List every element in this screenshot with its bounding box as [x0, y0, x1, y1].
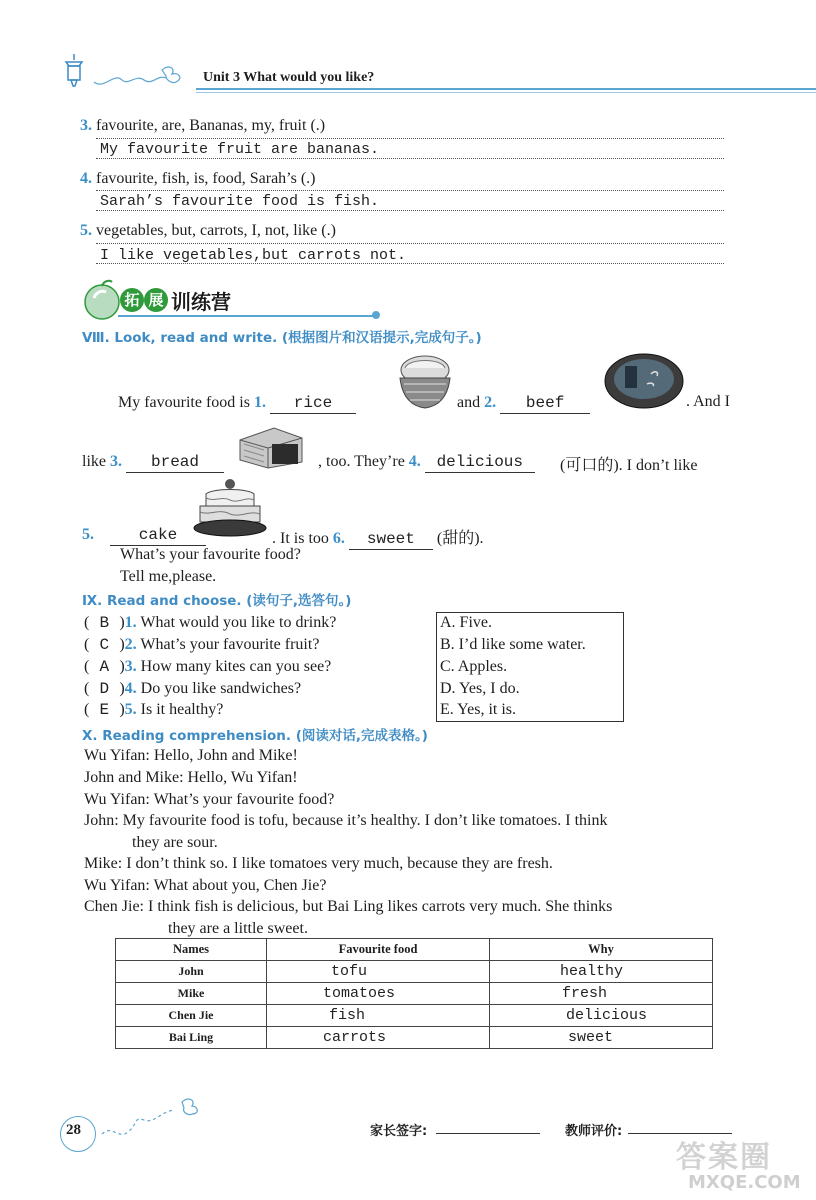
dialogue-line-1: Wu Yifan: Hello, John and Mike! [84, 747, 298, 764]
question-text: How many kites can you see? [140, 658, 332, 675]
blank-number: 6. [332, 530, 345, 547]
dotted-rule [96, 190, 724, 191]
cell-food: tomatoes [267, 983, 490, 1005]
blank-number: 1. [253, 394, 266, 411]
page-number: 28 [66, 1122, 81, 1138]
chosen-answer: C [99, 636, 110, 654]
cell-food: fish [267, 1005, 490, 1027]
option-e: E. Yes, it is. [440, 701, 517, 718]
rewrite-item-3 [80, 117, 325, 135]
rewrite-answer-4: Sarah’s favourite food is fish. [100, 193, 380, 210]
item-prompt: favourite, fish, is, food, Sarah’s (.) [96, 170, 316, 187]
blank-answer-6: sweet [349, 529, 433, 550]
dialogue-line-7: Chen Jie: I think fish is delicious, but Bai Ling likes carrots very much. She thinks [84, 898, 613, 915]
cell-why: delicious [490, 1005, 713, 1027]
dialogue-line-4: John: My favourite food is tofu, because it’s healthy. I don’t like tomatoes. I think [84, 812, 608, 829]
dialogue-line-4-cont: they are sour. [132, 834, 218, 851]
prompt-request: Tell me,please. [120, 568, 217, 585]
item-prompt: favourite, are, Bananas, my, fruit (.) [96, 117, 326, 134]
item-prompt: vegetables, but, carrots, I, not, like (.) [96, 222, 336, 239]
dotted-rule [96, 243, 724, 244]
parent-sign-label: 家长签字: [370, 1124, 428, 1139]
question-text: Do you like sandwiches? [140, 680, 302, 697]
bread-image [232, 418, 308, 470]
col-header-names: Names [116, 939, 267, 961]
cell-why: healthy [490, 961, 713, 983]
cell-name: Chen Jie [116, 1005, 267, 1027]
sentence-line-2b [318, 452, 535, 473]
cake-image [192, 476, 268, 540]
sentence-end-2: (可口的). I don’t like [560, 457, 698, 474]
sentence-text: My favourite food is [118, 394, 250, 411]
option-d: D. Yes, I do. [440, 680, 520, 697]
blank-number: 4. [408, 453, 421, 470]
choose-question-4: ( D )4. Do you like sandwiches? [84, 680, 302, 698]
table-row [116, 1005, 713, 1027]
blank-answer-4: delicious [425, 452, 535, 473]
sentence-text: . It is too [272, 530, 329, 547]
blank-answer-2: beef [500, 393, 590, 414]
sentence-line-1 [118, 393, 356, 414]
blank-answer-5: cake [110, 525, 206, 546]
chosen-answer: B [99, 614, 110, 632]
choose-question-2: ( C )2. What’s your favourite fruit? [84, 636, 320, 654]
cell-food: tofu [267, 961, 490, 983]
section-9-title: Ⅸ. Read and choose. (读句子,选答句。) [82, 593, 352, 609]
blank-answer-3: bread [126, 452, 224, 473]
blank-number: 2. [484, 394, 497, 411]
question-text: What would you like to drink? [140, 614, 337, 631]
cell-food: carrots [267, 1027, 490, 1049]
col-header-why: Why [490, 939, 713, 961]
cell-name: Mike [116, 983, 267, 1005]
dotted-rule [96, 158, 724, 159]
watermark-url: MXQE.COM [688, 1172, 801, 1193]
sentence-text: , too. They’re [318, 453, 405, 470]
question-number: 3. [124, 658, 137, 675]
option-b: B. I’d like some water. [440, 636, 586, 653]
badge-char-2: 展 [144, 288, 168, 312]
chosen-answer: D [99, 680, 110, 698]
camp-title: 训练营 [171, 290, 231, 314]
banner-rule [118, 315, 376, 317]
badge-char-1: 拓 [120, 288, 144, 312]
dotted-rule [96, 210, 724, 211]
item-number: 3. [80, 117, 92, 134]
blank-number: 3. [110, 453, 122, 470]
prompt-question: What’s your favourite food? [120, 546, 301, 563]
dialogue-line-7-cont: they are a little sweet. [168, 920, 308, 937]
blank-answer-1: rice [270, 393, 356, 414]
teacher-eval-label: 教师评价: [565, 1124, 623, 1139]
section-8-title: Ⅷ. Look, read and write. (根据图片和汉语提示,完成句子。) [82, 330, 482, 346]
rewrite-item-4 [80, 170, 316, 188]
rewrite-item-5 [80, 222, 336, 240]
sentence-text: (甜的). [436, 530, 484, 547]
dialogue-line-6: Wu Yifan: What about you, Chen Jie? [84, 877, 327, 894]
dotted-rule [96, 263, 724, 264]
sentence-line-3b [272, 525, 484, 550]
option-c: C. Apples. [440, 658, 508, 675]
question-number: 4. [124, 680, 137, 697]
parent-sign-line[interactable] [436, 1133, 540, 1134]
rewrite-answer-5: I like vegetables,but carrots not. [100, 247, 407, 264]
table-row [116, 1027, 713, 1049]
table-row [116, 983, 713, 1005]
sentence-end-1: . And I [686, 393, 730, 410]
cell-why: sweet [490, 1027, 713, 1049]
header-rule [196, 88, 816, 90]
rice-bowl-image [396, 350, 454, 412]
unit-title: Unit 3 What would you like? [203, 70, 375, 85]
rewrite-answer-3: My favourite fruit are bananas. [100, 141, 380, 158]
choose-question-3: ( A )3. How many kites can you see? [84, 658, 332, 676]
dialogue-line-2: John and Mike: Hello, Wu Yifan! [84, 769, 298, 786]
swirl-ornament-icon [92, 62, 192, 92]
blank-number: 5. [82, 526, 94, 543]
banner-rule-dot [372, 311, 380, 319]
cell-name: John [116, 961, 267, 983]
choose-question-1: ( B )1. What would you like to drink? [84, 614, 337, 632]
question-number: 5. [124, 701, 137, 718]
sentence-text: like [82, 453, 106, 470]
watermark-logo: 答案圈 [676, 1140, 772, 1175]
question-text: What’s your favourite fruit? [140, 636, 320, 653]
chosen-answer: A [99, 658, 110, 676]
dotted-rule [96, 138, 724, 139]
dialogue-line-5: Mike: I don’t think so. I like tomatoes very much, because they are fresh. [84, 855, 553, 872]
sentence-line-2 [82, 452, 224, 473]
col-header-food: Favourite food [267, 939, 490, 961]
cell-why: fresh [490, 983, 713, 1005]
option-a: A. Five. [440, 614, 492, 631]
item-number: 4. [80, 170, 92, 187]
beef-plate-image [603, 352, 685, 410]
question-text: Is it healthy? [140, 701, 224, 718]
header-rule-thin [196, 92, 816, 93]
question-number: 1. [124, 614, 137, 631]
table-row [116, 961, 713, 983]
choose-question-5: ( E )5. Is it healthy? [84, 701, 224, 719]
chosen-answer: E [99, 701, 110, 719]
sentence-line-3 [82, 525, 206, 546]
dialogue-line-3: Wu Yifan: What’s your favourite food? [84, 791, 335, 808]
cell-name: Bai Ling [116, 1027, 267, 1049]
section-10-title: Ⅹ. Reading comprehension. (阅读对话,完成表格。) [82, 728, 428, 744]
sentence-text: and [457, 394, 481, 411]
swirl-footer-icon [98, 1094, 208, 1144]
table-header-row [116, 939, 713, 961]
sentence-line-1b [457, 393, 590, 414]
favourite-food-table [115, 938, 713, 1049]
lantern-icon [60, 52, 88, 92]
question-number: 2. [124, 636, 137, 653]
item-number: 5. [80, 222, 92, 239]
